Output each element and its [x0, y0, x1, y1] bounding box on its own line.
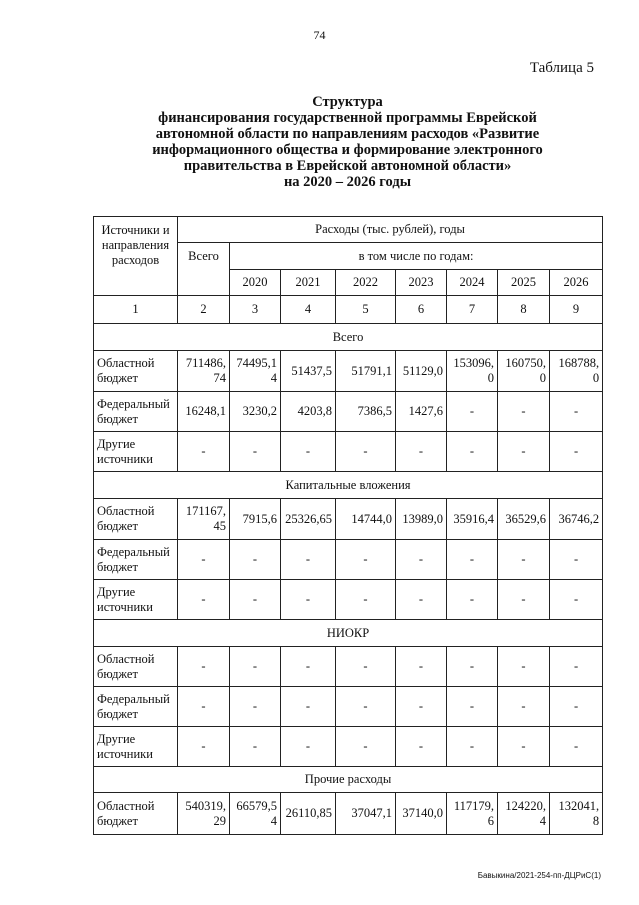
value-cell: 160750,0 — [498, 351, 550, 392]
section-row — [94, 620, 603, 647]
value-cell: - — [178, 647, 230, 687]
header-total: Всего — [178, 243, 230, 296]
value-cell: - — [336, 687, 396, 727]
header-expenses: Расходы (тыс. рублей), годы — [178, 217, 603, 243]
value-cell: 117179,6 — [447, 793, 498, 835]
value-cell: 36529,6 — [498, 499, 550, 540]
table-row — [94, 499, 603, 540]
value-cell: 37047,1 — [336, 793, 396, 835]
table-label: Таблица 5 — [529, 60, 594, 76]
header-including: в том числе по годам: — [230, 243, 603, 270]
header-year: 2022 — [336, 270, 396, 296]
column-number: 4 — [281, 296, 336, 324]
value-cell: - — [281, 432, 336, 472]
value-cell: - — [396, 687, 447, 727]
value-cell: - — [336, 580, 396, 620]
value-cell: - — [550, 540, 603, 580]
value-cell: - — [230, 540, 281, 580]
value-cell: - — [336, 432, 396, 472]
row-label: Другие источники — [94, 727, 178, 767]
value-cell: - — [498, 647, 550, 687]
financing-structure-table — [93, 216, 603, 835]
value-cell: 711486,74 — [178, 351, 230, 392]
header-year: 2024 — [447, 270, 498, 296]
value-cell: - — [447, 580, 498, 620]
value-cell: 124220,4 — [498, 793, 550, 835]
value-cell: 13989,0 — [396, 499, 447, 540]
title-line: Структура — [312, 94, 383, 110]
value-cell: - — [336, 540, 396, 580]
value-cell: - — [550, 727, 603, 767]
row-label: Областной бюджет — [94, 647, 178, 687]
value-cell: - — [550, 580, 603, 620]
header-sources: Источники и направления расходов — [94, 217, 178, 296]
table-row — [94, 432, 603, 472]
section-row — [94, 472, 603, 499]
value-cell: - — [396, 727, 447, 767]
table-row — [94, 580, 603, 620]
value-cell: - — [498, 540, 550, 580]
table-row — [94, 793, 603, 835]
value-cell: - — [336, 727, 396, 767]
value-cell: 51129,0 — [396, 351, 447, 392]
column-number: 6 — [396, 296, 447, 324]
table-row — [94, 351, 603, 392]
header-year: 2020 — [230, 270, 281, 296]
section-title: Капитальные вложения — [94, 472, 603, 499]
title-line: информационного общества и формирование электронного — [152, 142, 543, 158]
table-row — [94, 647, 603, 687]
value-cell: 171167,45 — [178, 499, 230, 540]
value-cell: - — [550, 647, 603, 687]
column-number: 3 — [230, 296, 281, 324]
value-cell: 35916,4 — [447, 499, 498, 540]
title-line: финансирования государственной программы Еврейской — [158, 110, 537, 126]
value-cell: 51437,5 — [281, 351, 336, 392]
value-cell: 132041,8 — [550, 793, 603, 835]
value-cell: - — [178, 540, 230, 580]
value-cell: - — [447, 540, 498, 580]
header-year: 2021 — [281, 270, 336, 296]
value-cell: - — [396, 432, 447, 472]
column-number: 7 — [447, 296, 498, 324]
value-cell: 540319,29 — [178, 793, 230, 835]
value-cell: - — [178, 727, 230, 767]
section-title: Прочие расходы — [94, 767, 603, 793]
column-number: 8 — [498, 296, 550, 324]
value-cell: - — [281, 727, 336, 767]
row-label: Областной бюджет — [94, 499, 178, 540]
value-cell: - — [396, 580, 447, 620]
value-cell: - — [498, 432, 550, 472]
header-year: 2025 — [498, 270, 550, 296]
value-cell: - — [178, 580, 230, 620]
value-cell: - — [498, 580, 550, 620]
row-label: Областной бюджет — [94, 793, 178, 835]
value-cell: 14744,0 — [336, 499, 396, 540]
value-cell: 7915,6 — [230, 499, 281, 540]
value-cell: 1427,6 — [396, 392, 447, 432]
row-label: Федеральный бюджет — [94, 392, 178, 432]
value-cell: - — [498, 727, 550, 767]
value-cell: - — [281, 580, 336, 620]
value-cell: 4203,8 — [281, 392, 336, 432]
column-number: 2 — [178, 296, 230, 324]
row-label: Федеральный бюджет — [94, 687, 178, 727]
row-label: Федеральный бюджет — [94, 540, 178, 580]
value-cell: - — [281, 687, 336, 727]
value-cell: 66579,54 — [230, 793, 281, 835]
value-cell: - — [447, 727, 498, 767]
value-cell: - — [550, 392, 603, 432]
header-year: 2023 — [396, 270, 447, 296]
value-cell: - — [230, 647, 281, 687]
value-cell: - — [550, 687, 603, 727]
section-row — [94, 324, 603, 351]
value-cell: - — [498, 392, 550, 432]
value-cell: - — [498, 687, 550, 727]
table-row — [94, 687, 603, 727]
section-row — [94, 767, 603, 793]
section-title: НИОКР — [94, 620, 603, 647]
table-row — [94, 540, 603, 580]
value-cell: - — [230, 687, 281, 727]
value-cell: - — [396, 540, 447, 580]
table-row — [94, 392, 603, 432]
page-number: 74 — [313, 28, 326, 42]
column-number: 1 — [94, 296, 178, 324]
document-title — [95, 94, 600, 190]
value-cell: - — [447, 392, 498, 432]
value-cell: - — [447, 687, 498, 727]
value-cell: 36746,2 — [550, 499, 603, 540]
value-cell: - — [230, 580, 281, 620]
section-title: Всего — [94, 324, 603, 351]
value-cell: 16248,1 — [178, 392, 230, 432]
value-cell: - — [281, 540, 336, 580]
row-label: Другие источники — [94, 432, 178, 472]
value-cell: 51791,1 — [336, 351, 396, 392]
value-cell: 3230,2 — [230, 392, 281, 432]
value-cell: 168788,0 — [550, 351, 603, 392]
title-line: правительства в Еврейской автономной области» — [183, 158, 512, 174]
value-cell: 74495,14 — [230, 351, 281, 392]
value-cell: - — [230, 432, 281, 472]
value-cell: 7386,5 — [336, 392, 396, 432]
title-line: на 2020 – 2026 годы — [283, 174, 412, 190]
header-year: 2026 — [550, 270, 603, 296]
value-cell: - — [396, 647, 447, 687]
row-label: Другие источники — [94, 580, 178, 620]
value-cell: - — [281, 647, 336, 687]
value-cell: 153096,0 — [447, 351, 498, 392]
value-cell: 26110,85 — [281, 793, 336, 835]
table-row — [94, 727, 603, 767]
row-label: Областной бюджет — [94, 351, 178, 392]
value-cell: - — [230, 727, 281, 767]
value-cell: 37140,0 — [396, 793, 447, 835]
column-number: 5 — [336, 296, 396, 324]
value-cell: - — [550, 432, 603, 472]
value-cell: 25326,65 — [281, 499, 336, 540]
value-cell: - — [178, 432, 230, 472]
value-cell: - — [336, 647, 396, 687]
column-number: 9 — [550, 296, 603, 324]
value-cell: - — [447, 647, 498, 687]
value-cell: - — [178, 687, 230, 727]
footer-document-code: Бавыкина/2021-254-пп-ДЦРиС(1) — [477, 871, 601, 880]
value-cell: - — [447, 432, 498, 472]
title-line: автономной области по направлениям расходов «Развитие — [155, 126, 540, 142]
